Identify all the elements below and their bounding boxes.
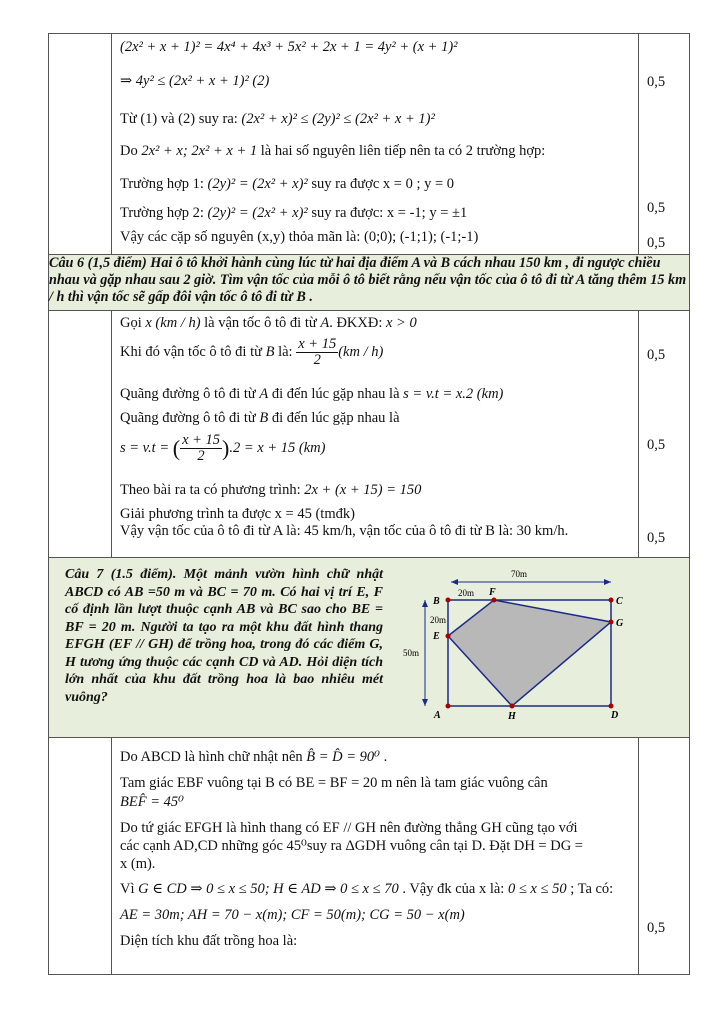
speed-fraction xyxy=(296,337,338,368)
part5-line-4-text-b: là hai số nguyên liên tiếp nên ta có 2 trường hợp: xyxy=(257,143,546,159)
part7-line-3: BEF̂ = 45⁰ xyxy=(120,794,184,810)
part6-l4-a: Quãng đường ô tô đi từ xyxy=(120,410,260,426)
part5-line-7: Vậy các cặp số nguyên (x,y) thỏa mãn là: (0;0); (-1;1); (-1;-1) xyxy=(120,229,479,245)
score-cell xyxy=(639,738,690,975)
part7-line-4: Do tứ giác EFGH là hình thang có EF // GH nên đường thẳng GH cũng tạo với xyxy=(120,820,578,836)
case-1-math: (2y)² = (2x² + x)² xyxy=(207,176,308,192)
fraction-denominator: 2 xyxy=(197,448,205,464)
part7-line-2: Tam giác EBF vuông tại B có BE = BF = 20 m nên là tam giác vuông cân xyxy=(120,775,548,791)
part5-line-5 xyxy=(120,175,454,193)
part6-line-8: Vậy vận tốc của ô tô đi từ A là: 45 km/h, vận tốc của ô tô đi từ B là: 30 km/h. xyxy=(120,523,569,539)
question-7-row xyxy=(49,558,690,738)
part6-row xyxy=(49,311,690,558)
part6-l1-d: A xyxy=(320,315,330,331)
blank-cell xyxy=(49,34,112,255)
part7-line-1 xyxy=(120,748,387,766)
part7-l7-c: . Vậy đk của x là: xyxy=(398,881,508,897)
part7-content xyxy=(112,738,639,975)
part7-line-7 xyxy=(120,880,613,898)
part7-l1-a: Do ABCD là hình chữ nhật nên xyxy=(120,749,307,765)
fraction-numerator: x + 15 xyxy=(182,432,221,448)
part6-l1-a: Gọi xyxy=(120,315,146,331)
part6-l3-b: A xyxy=(259,386,269,402)
part6-l4-b: B xyxy=(259,410,269,426)
case-2-label: Trường hợp 2: xyxy=(120,205,208,221)
label-G: G xyxy=(616,618,624,629)
part5-line-4-math: 2x² + x; 2x² + x + 1 xyxy=(141,143,258,159)
label-H: H xyxy=(508,711,516,722)
part5-line-4 xyxy=(120,142,545,160)
part6-l3-d: s = v.t = x.2 (km) xyxy=(403,386,504,402)
label-bf-20m: 20m xyxy=(458,588,475,598)
question-7-text: Câu 7 (1.5 điểm). Một mảnh vườn hình chữ nhật ABCD có AB =50 m và BC = 70 m. Có hai vị trí E, F cố định lần lượt thuộc cạnh AB và BC sao cho BE = BF = 20 m. Người ta tạo ra một khu đất hình thang EFGH (EF // GH) để trồng hoa, trong đó các điểm G, H tương ứng thuộc các cạnh CD và AD. Hỏi diện tích lớn nhất của khu đất trồng hoa là bao nhiêu mét vuông? xyxy=(65,567,383,705)
label-C: C xyxy=(616,596,623,607)
part5-content xyxy=(112,34,639,255)
score-6c: 0,5 xyxy=(647,530,666,546)
case-2-math: (2y)² = (2x² + x)² xyxy=(207,205,308,221)
part6-line-2 xyxy=(120,337,383,368)
part6-content xyxy=(112,311,639,558)
part6-line-4 xyxy=(120,409,400,427)
question-6: Câu 6 (1,5 điểm) Hai ô tô khởi hành cùng lúc từ hai địa điểm A và B cách nhau 150 km , đi ngược chiều nhau và gặp nhau sau 2 giờ. Tìm vận tốc của mỗi ô tô biết rằng nếu vận tốc của ô tô đi từ A tăng thêm 15 km / h thì vận tốc sẽ gấp đôi vận tốc ô tô đi từ B . xyxy=(49,255,690,311)
label-70m: 70m xyxy=(511,569,528,579)
paren-close: ) xyxy=(222,435,230,461)
label-D: D xyxy=(611,710,619,721)
score-7a: 0,5 xyxy=(647,920,666,936)
blank-cell xyxy=(49,311,112,558)
part6-line-7: Giải phương trình ta được x = 45 (tmđk) xyxy=(120,506,355,522)
case-1-label: Trường hợp 1: xyxy=(120,176,208,192)
part6-l1-e: . ĐKXĐ: xyxy=(329,315,386,331)
part7-row xyxy=(49,738,690,975)
part6-line-5 xyxy=(120,433,325,464)
score-6a: 0,5 xyxy=(647,347,666,363)
blank-cell xyxy=(49,738,112,975)
part6-l4-c: đi đến lúc gặp nhau là xyxy=(268,410,400,426)
case-2-result: suy ra được: x = -1; y = ±1 xyxy=(307,205,468,221)
label-B: B xyxy=(433,596,440,607)
score-cell xyxy=(639,311,690,558)
fraction-denominator: 2 xyxy=(313,352,321,368)
part5-line-4-text-a: Do xyxy=(120,143,142,159)
part6-l6-a: Theo bài ra ta có phương trình: xyxy=(120,482,305,498)
label-50m: 50m xyxy=(403,648,420,658)
part5-line-3-text: Từ (1) và (2) suy ra: xyxy=(120,111,242,127)
case-1-result: suy ra được x = 0 ; y = 0 xyxy=(307,176,455,192)
part7-line-8: AE = 30m; AH = 70 − x(m); CF = 50(m); CG = 50 − x(m) xyxy=(120,907,465,923)
part6-l1-f: x > 0 xyxy=(386,315,417,331)
score-cell xyxy=(639,34,690,255)
label-A: A xyxy=(434,710,441,721)
part6-line-6 xyxy=(120,481,421,499)
part6-l6-b: 2x + (x + 15) = 150 xyxy=(304,482,422,498)
label-E: E xyxy=(433,631,440,642)
solution-table xyxy=(48,33,690,975)
part5-row xyxy=(49,34,690,255)
score-5a: 0,5 xyxy=(647,74,666,90)
fraction-numerator: x + 15 xyxy=(298,336,337,352)
part7-line-9: Diện tích khu đất trồng hoa là: xyxy=(120,933,298,949)
part6-l3-c: đi đến lúc gặp nhau là xyxy=(268,386,404,402)
part6-l2-a: Khi đó vận tốc ô tô đi từ xyxy=(120,343,266,360)
part6-l2-d: (km / h) xyxy=(338,343,384,360)
answer-sheet xyxy=(48,33,690,975)
label-F: F xyxy=(489,587,496,598)
part7-l7-d: 0 ≤ x ≤ 50 xyxy=(507,881,567,897)
part7-l1-c: . xyxy=(380,749,388,765)
garden-figure xyxy=(401,566,631,726)
part6-l5-a: s = v.t = xyxy=(120,439,173,456)
part5-line-3-math: (2x² + x)² ≤ (2y)² ≤ (2x² + x + 1)² xyxy=(241,111,435,127)
part6-l3-a: Quãng đường ô tô đi từ xyxy=(120,386,260,402)
part6-l2-c: là: xyxy=(274,343,297,360)
score-5b: 0,5 xyxy=(647,200,666,216)
part5-line-6 xyxy=(120,204,467,222)
part6-l5-b: .2 = x + 15 (km) xyxy=(229,439,326,456)
distance-fraction xyxy=(180,433,222,464)
part7-l7-a: Vì xyxy=(120,881,139,897)
part7-l7-e: ; Ta có: xyxy=(566,881,614,897)
part5-line-1: (2x² + x + 1)² = 4x⁴ + 4x³ + 5x² + 2x + 1 = 4y² + (x + 1)² xyxy=(120,39,458,55)
part7-line-6: x (m). xyxy=(120,856,156,872)
question-6-row xyxy=(49,255,690,311)
part6-l1-c: là vận tốc ô tô đi từ xyxy=(200,315,321,331)
score-5c: 0,5 xyxy=(647,235,666,251)
part7-l7-b: G ∈ CD ⇒ 0 ≤ x ≤ 50; H ∈ AD ⇒ 0 ≤ x ≤ 70 xyxy=(138,881,399,897)
score-6b: 0,5 xyxy=(647,437,666,453)
part6-line-3 xyxy=(120,385,503,403)
paren-open: ( xyxy=(172,435,181,461)
question-7 xyxy=(49,558,690,738)
part6-l1-b: x (km / h) xyxy=(145,315,201,331)
part7-l1-b: B̂ = D̂ = 90⁰ xyxy=(306,749,380,765)
part6-line-1 xyxy=(120,314,417,332)
part5-line-3 xyxy=(120,110,435,128)
part5-line-2: ⇒ 4y² ≤ (2x² + x + 1)² (2) xyxy=(120,73,270,89)
part6-l2-b: B xyxy=(265,343,275,360)
label-be-20m: 20m xyxy=(430,615,447,625)
part7-line-5: các cạnh AD,CD những góc 45⁰suy ra ΔGDH vuông cân tại D. Đặt DH = DG = xyxy=(120,838,583,854)
